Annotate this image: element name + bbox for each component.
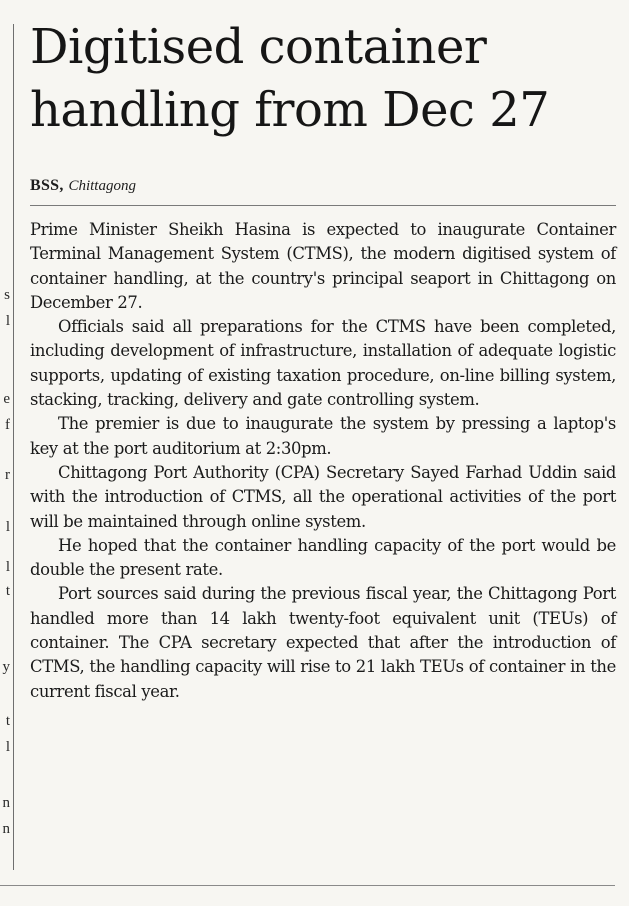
fragment-letter: y — [2, 659, 10, 675]
fragment-letter: t — [5, 583, 10, 599]
news-article — [30, 0, 616, 880]
byline — [30, 175, 136, 196]
paragraph: Prime Minister Sheikh Hasina is expected to inaugurate Container Terminal Management System (CTMS), the modern digitised system of container handling, at the country's principal seaport in Chittagong on December 27. — [30, 220, 616, 312]
fragment-letter: e — [3, 391, 10, 407]
byline-location: Chittagong — [68, 178, 136, 194]
byline-divider — [30, 205, 616, 206]
bottom-divider — [0, 885, 615, 886]
fragment-letter: t — [5, 713, 10, 729]
fragment-letter: r — [5, 467, 10, 483]
fragment-letter: l — [5, 739, 10, 755]
paragraph: Officials said all preparations for the CTMS have been completed, including development of infrastructure, installation of adequate logistic supports, updating of existing taxation procedure, on-line billing system, stacking, tracking, delivery and gate controlling system. — [30, 317, 616, 410]
byline-agency: BSS, — [30, 177, 64, 194]
article-body — [30, 218, 616, 704]
fragment-letter: f — [5, 417, 10, 433]
fragment-letter: l — [5, 519, 10, 535]
paragraph: Chittagong Port Authority (CPA) Secretary Sayed Farhad Uddin said with the introduction of CTMS, all the operational activities of the port will be maintained through online system. — [30, 462, 616, 531]
paragraph: The premier is due to inaugurate the system by pressing a laptop's key at the port auditorium at 2:30pm. — [30, 414, 616, 458]
adjacent-column-fragments — [0, 0, 10, 906]
fragment-letter: n — [2, 795, 10, 811]
headline: Digitised container handling from Dec 27 — [30, 19, 550, 138]
paragraph: He hoped that the container handling capacity of the port would be double the present rate. — [30, 535, 616, 580]
paragraph: Port sources said during the previous fiscal year, the Chittagong Port handled more than 14 lakh twenty-foot equivalent unit (TEUs) of container. The CPA secretary expected that after the introduction of CTMS, the handling capacity will rise to 21 lakh TEUs of container in the current fiscal year. — [30, 584, 616, 701]
fragment-letter: l — [5, 313, 10, 329]
column-divider — [13, 24, 14, 870]
fragment-letter: n — [2, 821, 10, 837]
fragment-letter: l — [5, 559, 10, 575]
fragment-letter: s — [4, 287, 10, 303]
